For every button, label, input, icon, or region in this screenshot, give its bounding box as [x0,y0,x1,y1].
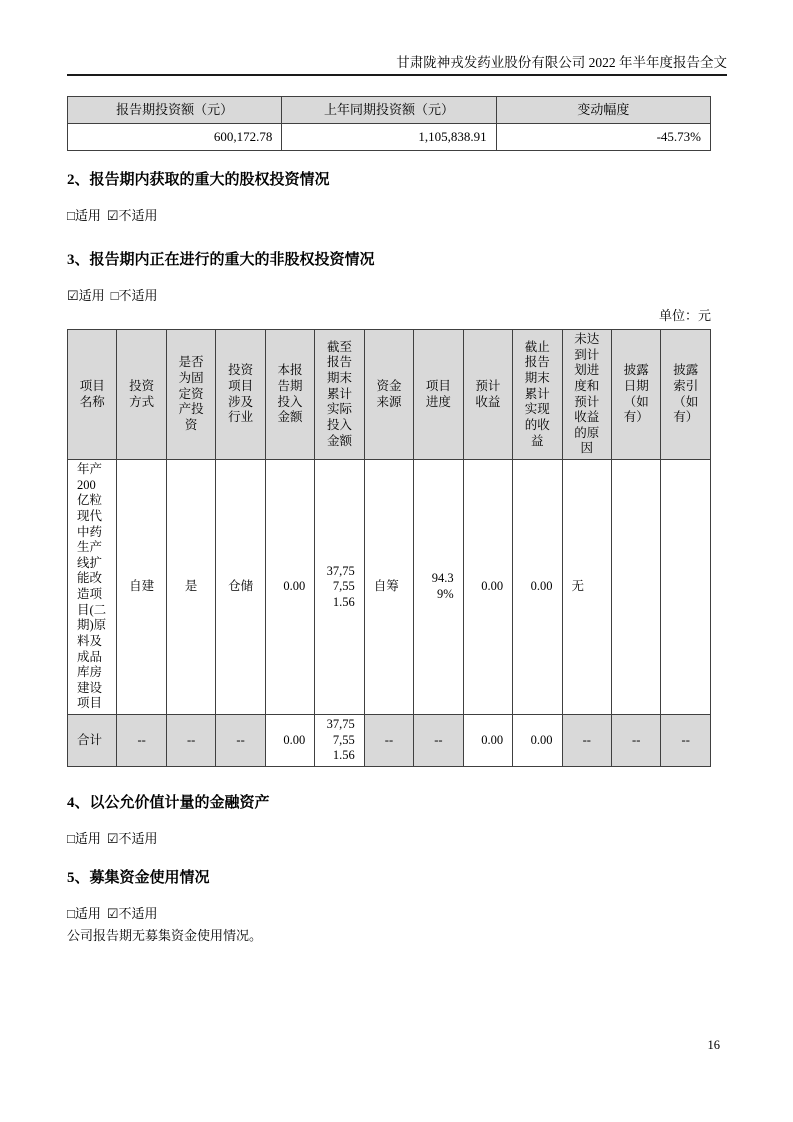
header-divider [67,74,727,76]
summary-value-cell: -45.73% [496,124,710,151]
invest-data-cell: 仓储 [216,460,265,715]
section-title-raised-funds: 5、募集资金使用情况 [67,869,210,886]
applicable-checkbox: □适用 [67,830,101,846]
document-header-title: 甘肃陇神戎发药业股份有限公司 2022 年半年度报告全文 [396,55,727,70]
summary-header-cell: 变动幅度 [496,97,710,124]
applicability-line-nonequity [67,287,727,304]
invest-total-row [68,715,711,767]
summary-header-row [68,97,711,124]
summary-value-row [68,124,711,151]
applicable-checkbox: □适用 [67,905,101,921]
invest-header-cell: 披露索引（如有） [661,330,711,460]
invest-total-cell: 0.00 [513,715,562,767]
investment-summary-table [67,96,711,151]
applicable-checkbox: ☑适用 [67,288,105,303]
invest-data-cell: 无 [562,460,611,715]
invest-total-cell: 37,757,551.56 [315,715,364,767]
invest-header-cell: 截至报告期末累计实际投入金额 [315,330,364,460]
invest-total-cell: 0.00 [463,715,512,767]
summary-value-cell: 600,172.78 [68,124,282,151]
invest-total-cell: -- [562,715,611,767]
applicability-line-raised-funds [67,905,727,922]
invest-total-cell: 合计 [68,715,117,767]
applicable-checkbox: □适用 [67,208,101,223]
raised-funds-note: 公司报告期无募集资金使用情况。 [67,927,263,943]
invest-total-cell: -- [661,715,711,767]
invest-data-cell: 94.39% [414,460,463,715]
invest-header-cell: 资金来源 [364,330,413,460]
unit-label: 单位：元 [658,308,711,323]
invest-header-cell: 投资方式 [117,330,166,460]
invest-total-cell: -- [117,715,166,767]
not-applicable-checkbox: ☑不适用 [106,208,158,223]
invest-header-cell: 是否为固定资产投资 [166,330,215,460]
section-title-equity-investment: 2、报告期内获取的重大的股权投资情况 [67,172,330,188]
invest-data-cell: 0.00 [513,460,562,715]
nonequity-investment-table-body [68,330,711,767]
invest-data-cell: 是 [166,460,215,715]
nonequity-investment-table [67,329,711,767]
invest-total-cell: -- [216,715,265,767]
invest-header-row [68,330,711,460]
summary-header-cell: 报告期投资额（元） [68,97,282,124]
page-number: 16 [707,1038,720,1052]
invest-header-cell: 截止报告期末累计实现的收益 [513,330,562,460]
applicability-line-fair-value [67,830,727,847]
section-title-nonequity-investment: 3、报告期内正在进行的重大的非股权投资情况 [67,252,375,268]
invest-total-cell: -- [611,715,660,767]
invest-data-cell [661,460,711,715]
applicability-line-equity [67,207,727,224]
invest-header-cell: 预计收益 [463,330,512,460]
invest-header-cell: 项目名称 [68,330,117,460]
summary-value-cell: 1,105,838.91 [282,124,496,151]
invest-header-cell: 未达到计划进度和预计收益的原因 [562,330,611,460]
invest-header-cell: 投资项目涉及行业 [216,330,265,460]
invest-data-cell: 自筹 [364,460,413,715]
invest-data-cell: 年产200亿粒现代中药生产线扩能改造项目(二期)原料及成品库房建设项目 [68,460,117,715]
invest-header-cell: 本报告期投入金额 [265,330,314,460]
invest-data-row [68,460,711,715]
invest-total-cell: -- [166,715,215,767]
section-title-fair-value-assets: 4、以公允价值计量的金融资产 [67,794,270,811]
not-applicable-checkbox: ☑不适用 [106,830,158,846]
invest-total-cell: 0.00 [265,715,314,767]
invest-data-cell: 37,757,551.56 [315,460,364,715]
not-applicable-checkbox: ☑不适用 [106,905,158,921]
invest-total-cell: -- [414,715,463,767]
invest-header-cell: 项目进度 [414,330,463,460]
not-applicable-checkbox: □不适用 [110,288,158,303]
invest-data-cell [611,460,660,715]
invest-header-cell: 披露日期（如有） [611,330,660,460]
invest-data-cell: 自建 [117,460,166,715]
investment-summary-table-body [68,97,711,151]
invest-data-cell: 0.00 [463,460,512,715]
summary-header-cell: 上年同期投资额（元） [282,97,496,124]
invest-total-cell: -- [364,715,413,767]
invest-data-cell: 0.00 [265,460,314,715]
